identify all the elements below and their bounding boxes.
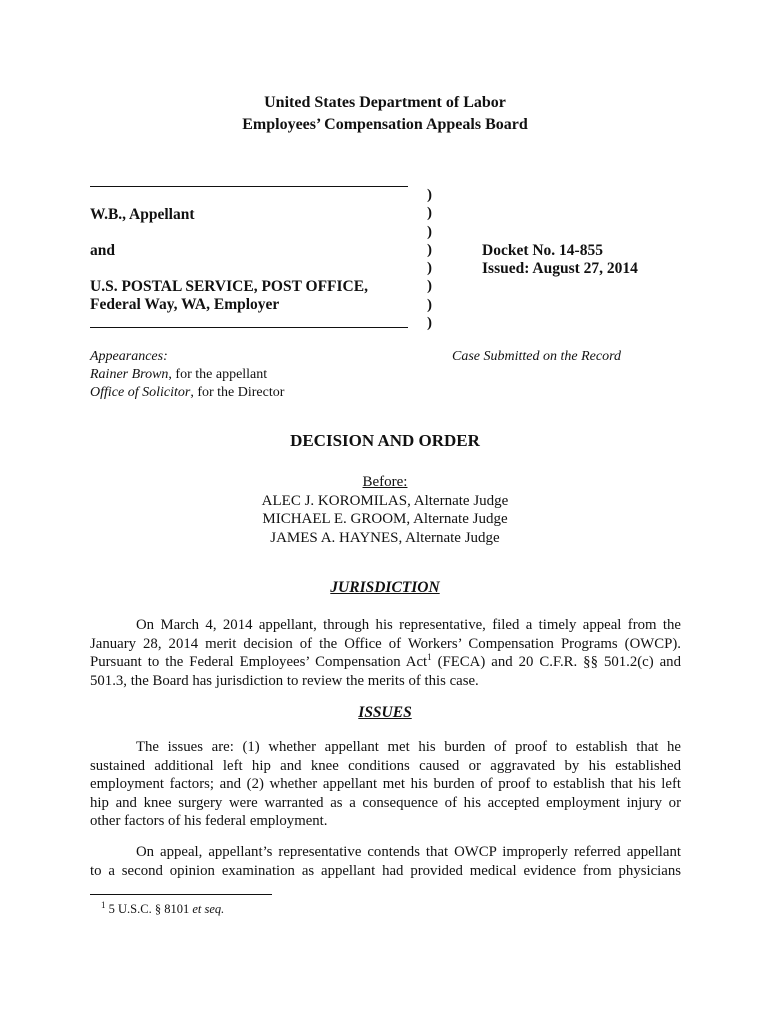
jurisdiction-line-1: On March 4, 2014 appellant, through his representative, filed a timely appeal from the (136, 617, 681, 633)
feca-cfr-text: (FECA) and 20 C.F.R. §§ 501.2(c) and (431, 654, 681, 671)
issued-date: Issued: August 27, 2014 (482, 260, 638, 277)
jurisdiction-line-2: January 28, 2014 merit decision of the Office of Workers’ Compensation Programs (OWCP). (90, 635, 681, 652)
issues-line-5: other factors of his federal employment. (90, 813, 328, 830)
employer-line-1: U.S. POSTAL SERVICE, POST OFFICE, (90, 278, 368, 295)
judge-3: JAMES A. HAYNES, Alternate Judge (270, 529, 500, 546)
board-title: Employees’ Compensation Appeals Board (242, 116, 528, 133)
docket-number: Docket No. 14-855 (482, 242, 603, 259)
jurisdiction-paragraph (90, 616, 681, 690)
before-label: Before: (362, 474, 408, 490)
issues-line-4: hip and knee surgery were warranted as a consequence of his accepted employment injury or (90, 794, 681, 811)
caption-top-rule (90, 186, 408, 187)
footnote-1 (101, 899, 225, 917)
issues-heading: ISSUES (358, 704, 412, 721)
caption-parentheses: ) ) ) ) ) ) ) ) (427, 187, 432, 332)
footnote-et-seq: et seq. (192, 902, 225, 916)
decision-title: DECISION AND ORDER (290, 431, 480, 450)
appellant-name: W.B., Appellant (90, 206, 195, 223)
issues-line-2: sustained additional left hip and knee conditions caused or aggravated by his established (90, 757, 681, 774)
issues-line-3: employment factors; and (2) whether appellant met his burden of proof to establish that his left (90, 776, 681, 793)
jurisdiction-line-4: 501.3, the Board has jurisdiction to review the merits of this case. (90, 672, 479, 689)
footnote-text: 5 U.S.C. § 8101 (105, 902, 193, 916)
appearances-block (90, 348, 284, 402)
jurisdiction-line-3 (90, 653, 681, 672)
issues-paragraph-2 (90, 843, 681, 880)
case-submitted-note: Case Submitted on the Record (452, 349, 622, 364)
footnote-rule (90, 894, 272, 895)
employer-line-2: Federal Way, WA, Employer (90, 296, 280, 313)
judges-block (0, 473, 770, 547)
agency-title: United States Department of Labor (264, 94, 506, 111)
issues-line-1: The issues are: (1) whether appellant met his burden of proof to establish that he (136, 739, 681, 755)
caption-and: and (90, 242, 115, 259)
issues-paragraph-1 (90, 738, 681, 831)
footnote-ref: 1 (427, 652, 432, 663)
appeal-line-2: to a second opinion examination as appellant had provided medical evidence from physicians (90, 862, 681, 879)
feca-text: Pursuant to the Federal Employees’ Compensation Act (90, 654, 428, 671)
director-representative (90, 384, 284, 402)
rep-name: Rainer Brown (90, 367, 169, 382)
caption-bottom-rule (90, 327, 408, 328)
judge-1: ALEC J. KOROMILAS, Alternate Judge (261, 492, 509, 509)
appeal-line-1: On appeal, appellant’s representative contends that OWCP improperly referred appellant (136, 844, 681, 860)
jurisdiction-heading: JURISDICTION (330, 579, 440, 596)
appearances-heading: Appearances: (90, 349, 168, 364)
solicitor-role: , for the Director (190, 385, 285, 400)
solicitor-name: Office of Solicitor (90, 385, 191, 400)
judge-2: MICHAEL E. GROOM, Alternate Judge (262, 511, 508, 527)
rep-role: , for the appellant (168, 367, 268, 382)
appellant-representative (90, 366, 284, 384)
footnote-mark: 1 (101, 899, 106, 910)
